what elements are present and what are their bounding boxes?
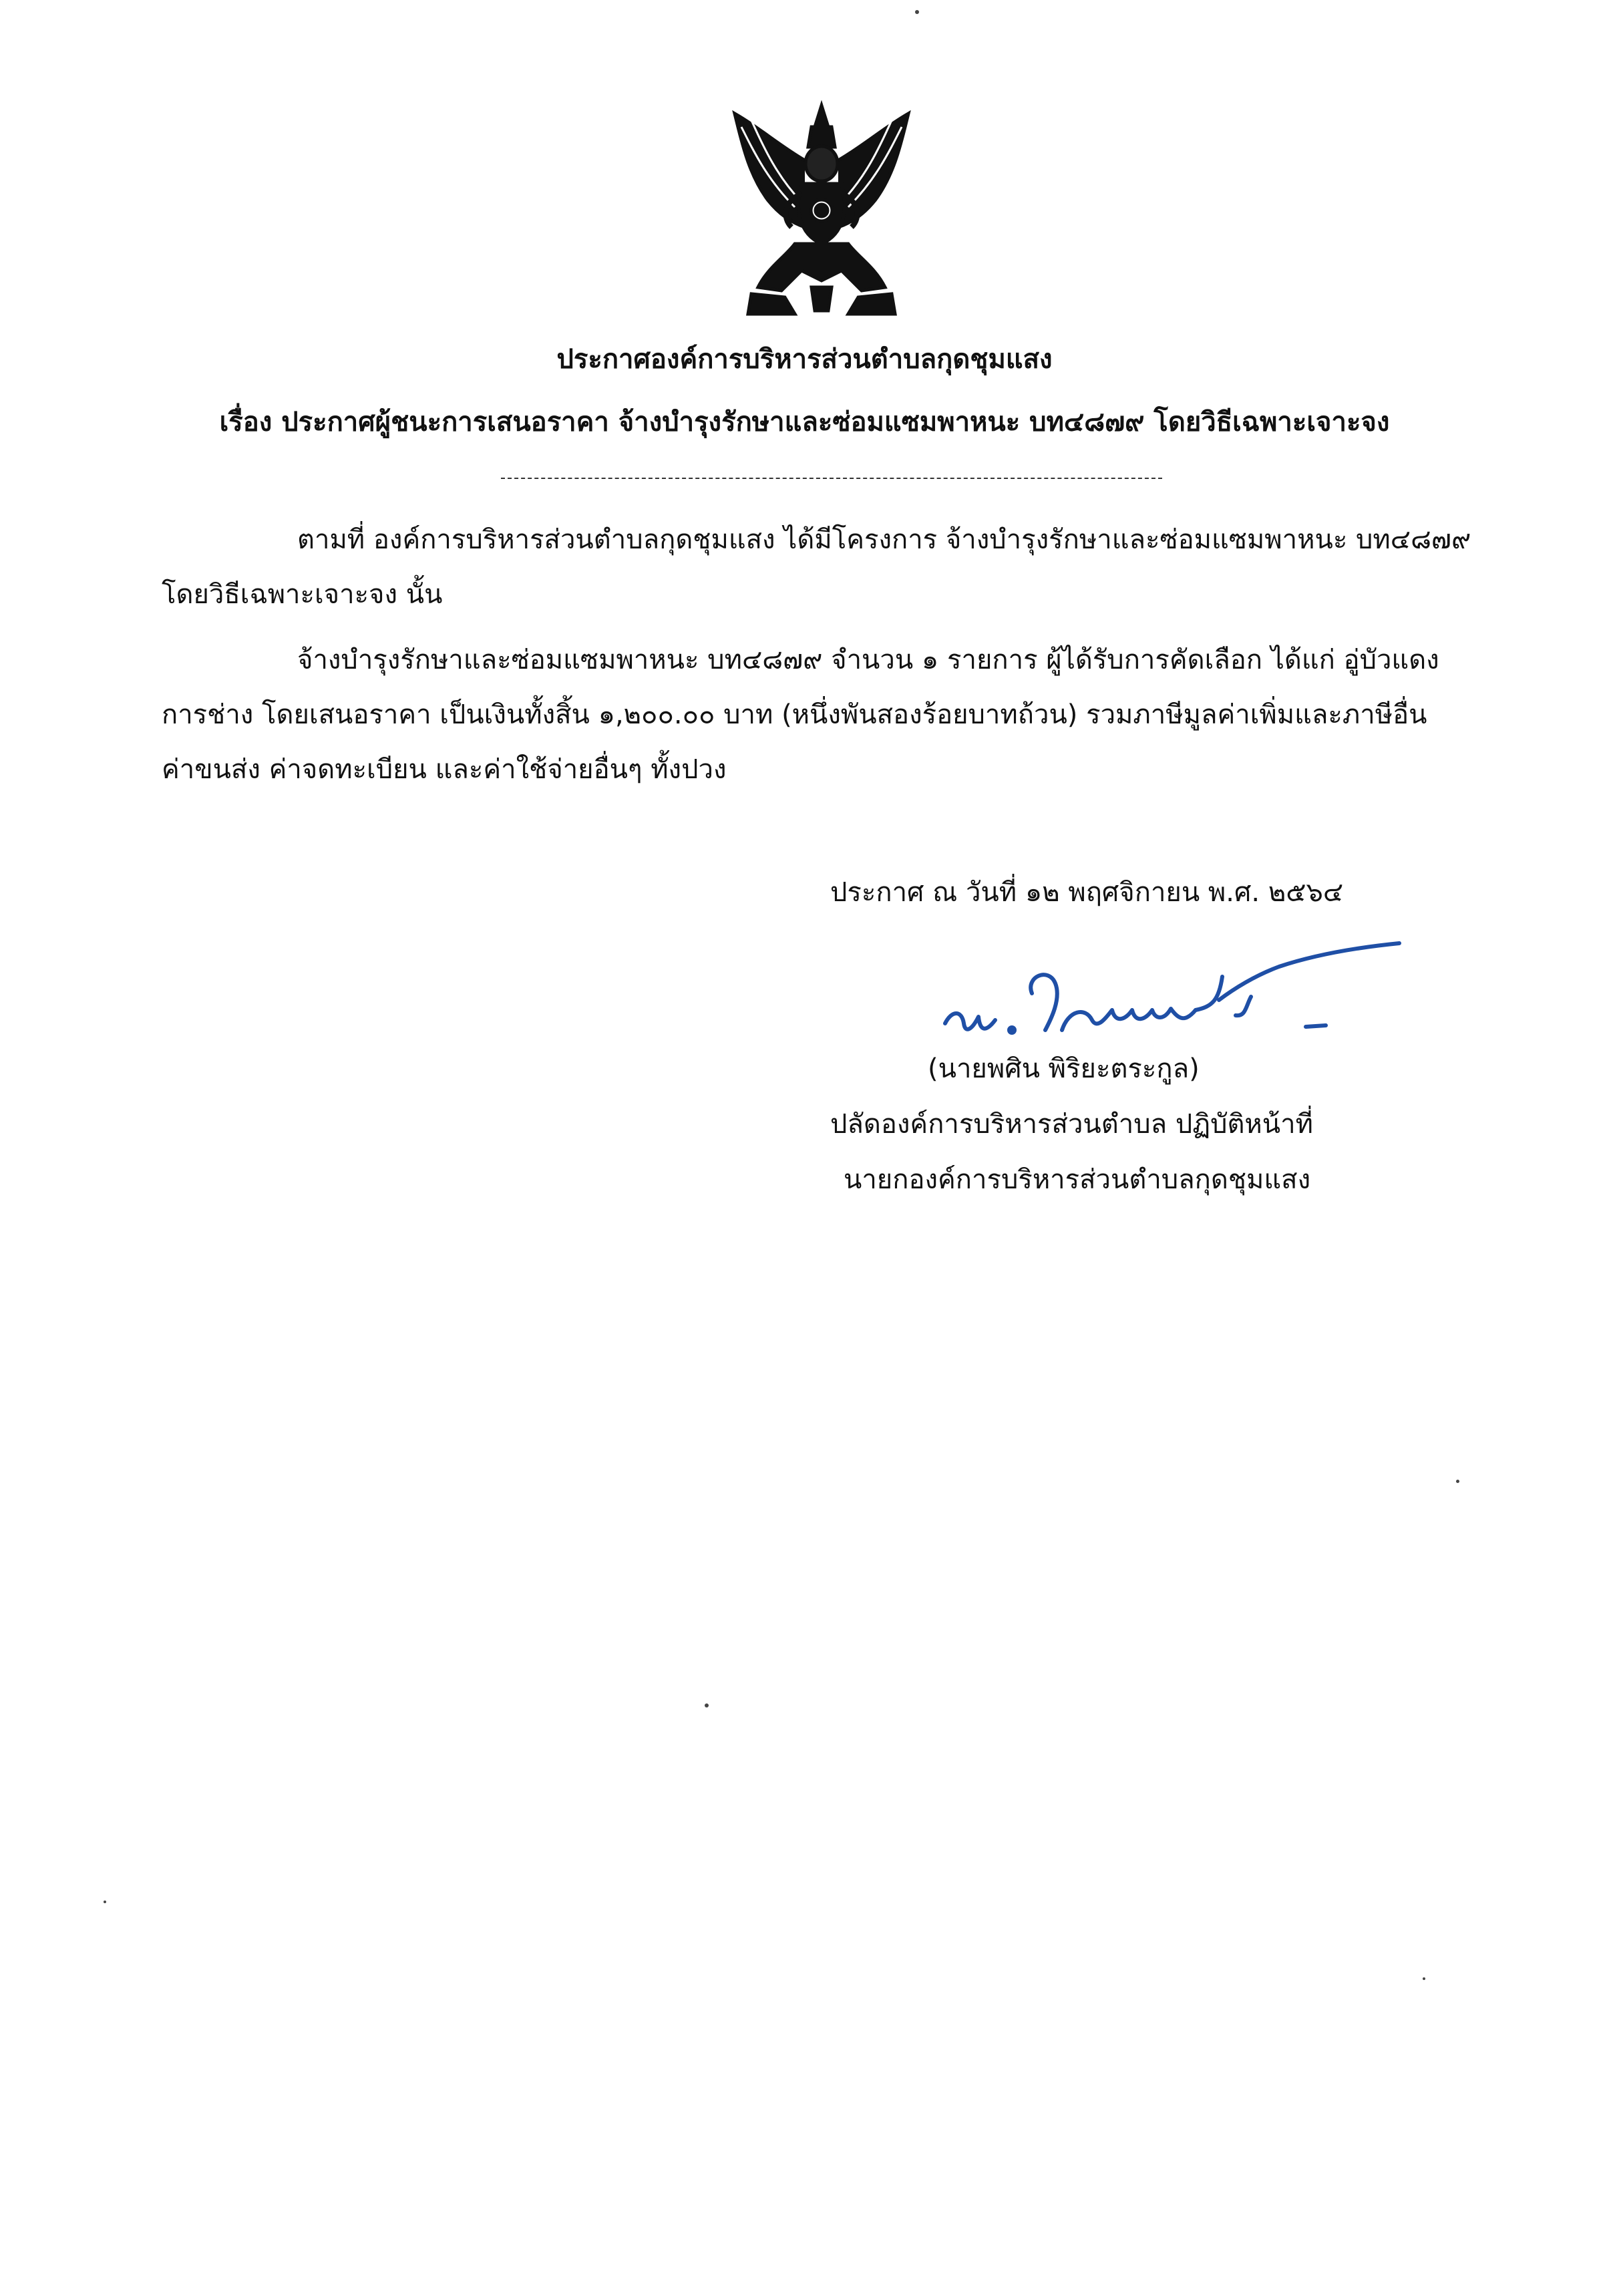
scan-speck (705, 1703, 709, 1707)
paragraph-2-line-3: ค่าขนส่ง ค่าจดทะเบียน และค่าใช้จ่ายอื่นๆ ทั้งปวง (162, 754, 727, 785)
title-divider (501, 478, 1162, 479)
paragraph-2-line-1: จ้างบำรุงรักษาและซ่อมแซมพาหนะ บท๔๘๗๙ จำนวน ๑ รายการ ผู้ได้รับการคัดเลือก ได้แก่ อู่บัวแดง (297, 645, 1439, 675)
signatory-name: (นายพศิน พิริยะตระกูล) (928, 1053, 1200, 1084)
announcement-date: ประกาศ ณ วันที่ ๑๒ พฤศจิกายน พ.ศ. ๒๕๖๔ (830, 877, 1344, 908)
scan-speck (1456, 1480, 1459, 1483)
scan-speck (1423, 1977, 1425, 1980)
paragraph-2-line-2: การช่าง โดยเสนอราคา เป็นเงินทั้งสิ้น ๑,๒๐๐.๐๐ บาท (หนึ่งพันสองร้อยบาทถ้วน) รวมภาษีมูลค่าเพิ่มและภาษีอื่น (162, 699, 1427, 730)
paragraph-1-line-2: โดยวิธีเฉพาะเจาะจง นั้น (162, 579, 443, 610)
scan-speck (104, 1901, 106, 1903)
signatory-position-2: นายกองค์การบริหารส่วนตำบลกุดชุมแสง (844, 1164, 1311, 1195)
scan-speck (915, 10, 919, 14)
handwritten-signature (932, 937, 1413, 1050)
announcement-title: ประกาศองค์การบริหารส่วนตำบลกุดชุมแสง (556, 344, 1053, 375)
paragraph-1-line-1: ตามที่ องค์การบริหารส่วนตำบลกุดชุมแสง ได้มีโครงการ จ้างบำรุงรักษาและซ่อมแซมพาหนะ บท๔๘๗๙ (297, 524, 1471, 555)
garuda-emblem-icon (721, 100, 922, 321)
signatory-position-1: ปลัดองค์การบริหารส่วนตำบล ปฏิบัติหน้าที่ (830, 1109, 1313, 1140)
announcement-subject: เรื่อง ประกาศผู้ชนะการเสนอราคา จ้างบำรุงรักษาและซ่อมแซมพาหนะ บท๔๘๗๙ โดยวิธีเฉพาะเจาะจง (219, 407, 1390, 438)
